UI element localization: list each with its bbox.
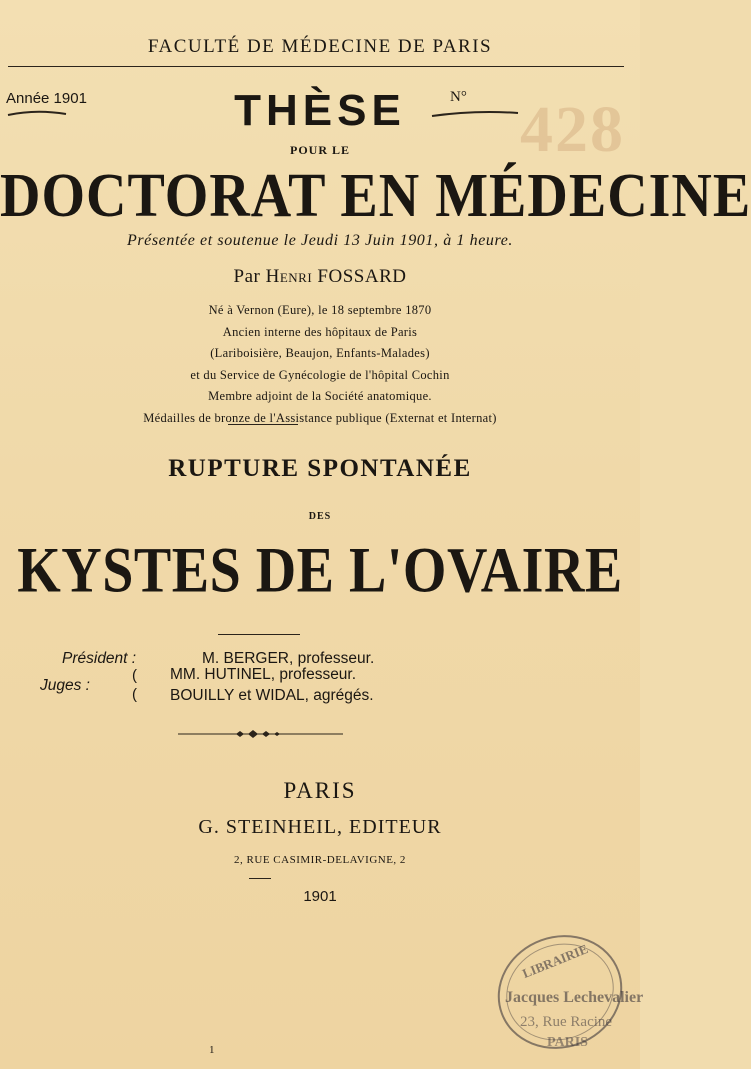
pour-le-label: POUR LE bbox=[289, 143, 350, 157]
bio-line: Médailles de bronze de l'Assistance publique (Externat et Internat) bbox=[143, 410, 497, 425]
divider-rule bbox=[228, 424, 298, 425]
judges-label: Juges : bbox=[40, 677, 90, 694]
subject-title: RUPTURE SPONTANÉE bbox=[168, 455, 472, 482]
year-label: Année 1901 bbox=[6, 90, 87, 107]
svg-text:23, Rue Racine: 23, Rue Racine bbox=[520, 1014, 613, 1030]
publisher-address: 2, RUE CASIMIR-DELAVIGNE, 2 bbox=[234, 854, 406, 866]
bio-line: et du Service de Gynécologie de l'hôpital Cochin bbox=[190, 367, 450, 382]
svg-text:LIBRAIRIE: LIBRAIRIE bbox=[520, 941, 591, 982]
author-first-name: Henri bbox=[265, 266, 313, 287]
author-last-name: FOSSARD bbox=[317, 266, 407, 287]
president-label: Président : bbox=[62, 650, 137, 667]
degree-title: DOCTORAT EN MÉDECINE bbox=[0, 161, 751, 231]
faculty-heading: FACULTÉ DE MÉDECINE DE PARIS bbox=[147, 36, 493, 57]
ornamental-rule bbox=[178, 729, 343, 739]
svg-text:PARIS: PARIS bbox=[547, 1035, 588, 1050]
judges-brace: ( bbox=[132, 667, 137, 684]
bio-line: (Lariboisière, Beaujon, Enfants-Malades) bbox=[210, 346, 430, 360]
divider-rule bbox=[249, 878, 271, 879]
bio-line: Né à Vernon (Eure), le 18 septembre 1870 bbox=[208, 303, 432, 317]
judge-line: BOUILLY et WIDAL, agrégés. bbox=[170, 687, 374, 704]
svg-text:Jacques Lechevalier: Jacques Lechevalier bbox=[505, 989, 644, 1006]
header-rule bbox=[8, 66, 624, 67]
subject-main-title: KYSTES DE L'OVAIRE bbox=[17, 535, 623, 607]
publication-city: PARIS bbox=[283, 778, 357, 803]
defense-date: Présentée et soutenue le Jeudi 13 Juin 1901, à 1 heure. bbox=[126, 232, 514, 249]
author-line bbox=[0, 266, 640, 288]
these-title: THÈSE bbox=[234, 86, 406, 135]
publisher-name: G. STEINHEIL, EDITEUR bbox=[198, 816, 442, 838]
judges-brace: ( bbox=[132, 686, 137, 703]
president-name: M. BERGER, professeur. bbox=[202, 650, 375, 667]
number-label: N° bbox=[450, 89, 467, 105]
judge-line: MM. HUTINEL, professeur. bbox=[170, 666, 357, 683]
publication-year: 1901 bbox=[303, 888, 337, 905]
subject-connector: DES bbox=[308, 511, 332, 522]
author-biography bbox=[0, 300, 640, 429]
bookseller-stamp bbox=[465, 930, 644, 1055]
page-folio: 1 bbox=[209, 1044, 215, 1056]
number-flourish bbox=[430, 110, 520, 120]
author-prefix: Par bbox=[233, 266, 261, 287]
divider-rule bbox=[218, 634, 300, 635]
bio-line: Ancien interne des hôpitaux de Paris bbox=[222, 324, 418, 339]
bio-line: Membre adjoint de la Société anatomique. bbox=[208, 389, 432, 403]
library-number-stamp: 428 bbox=[520, 93, 625, 166]
